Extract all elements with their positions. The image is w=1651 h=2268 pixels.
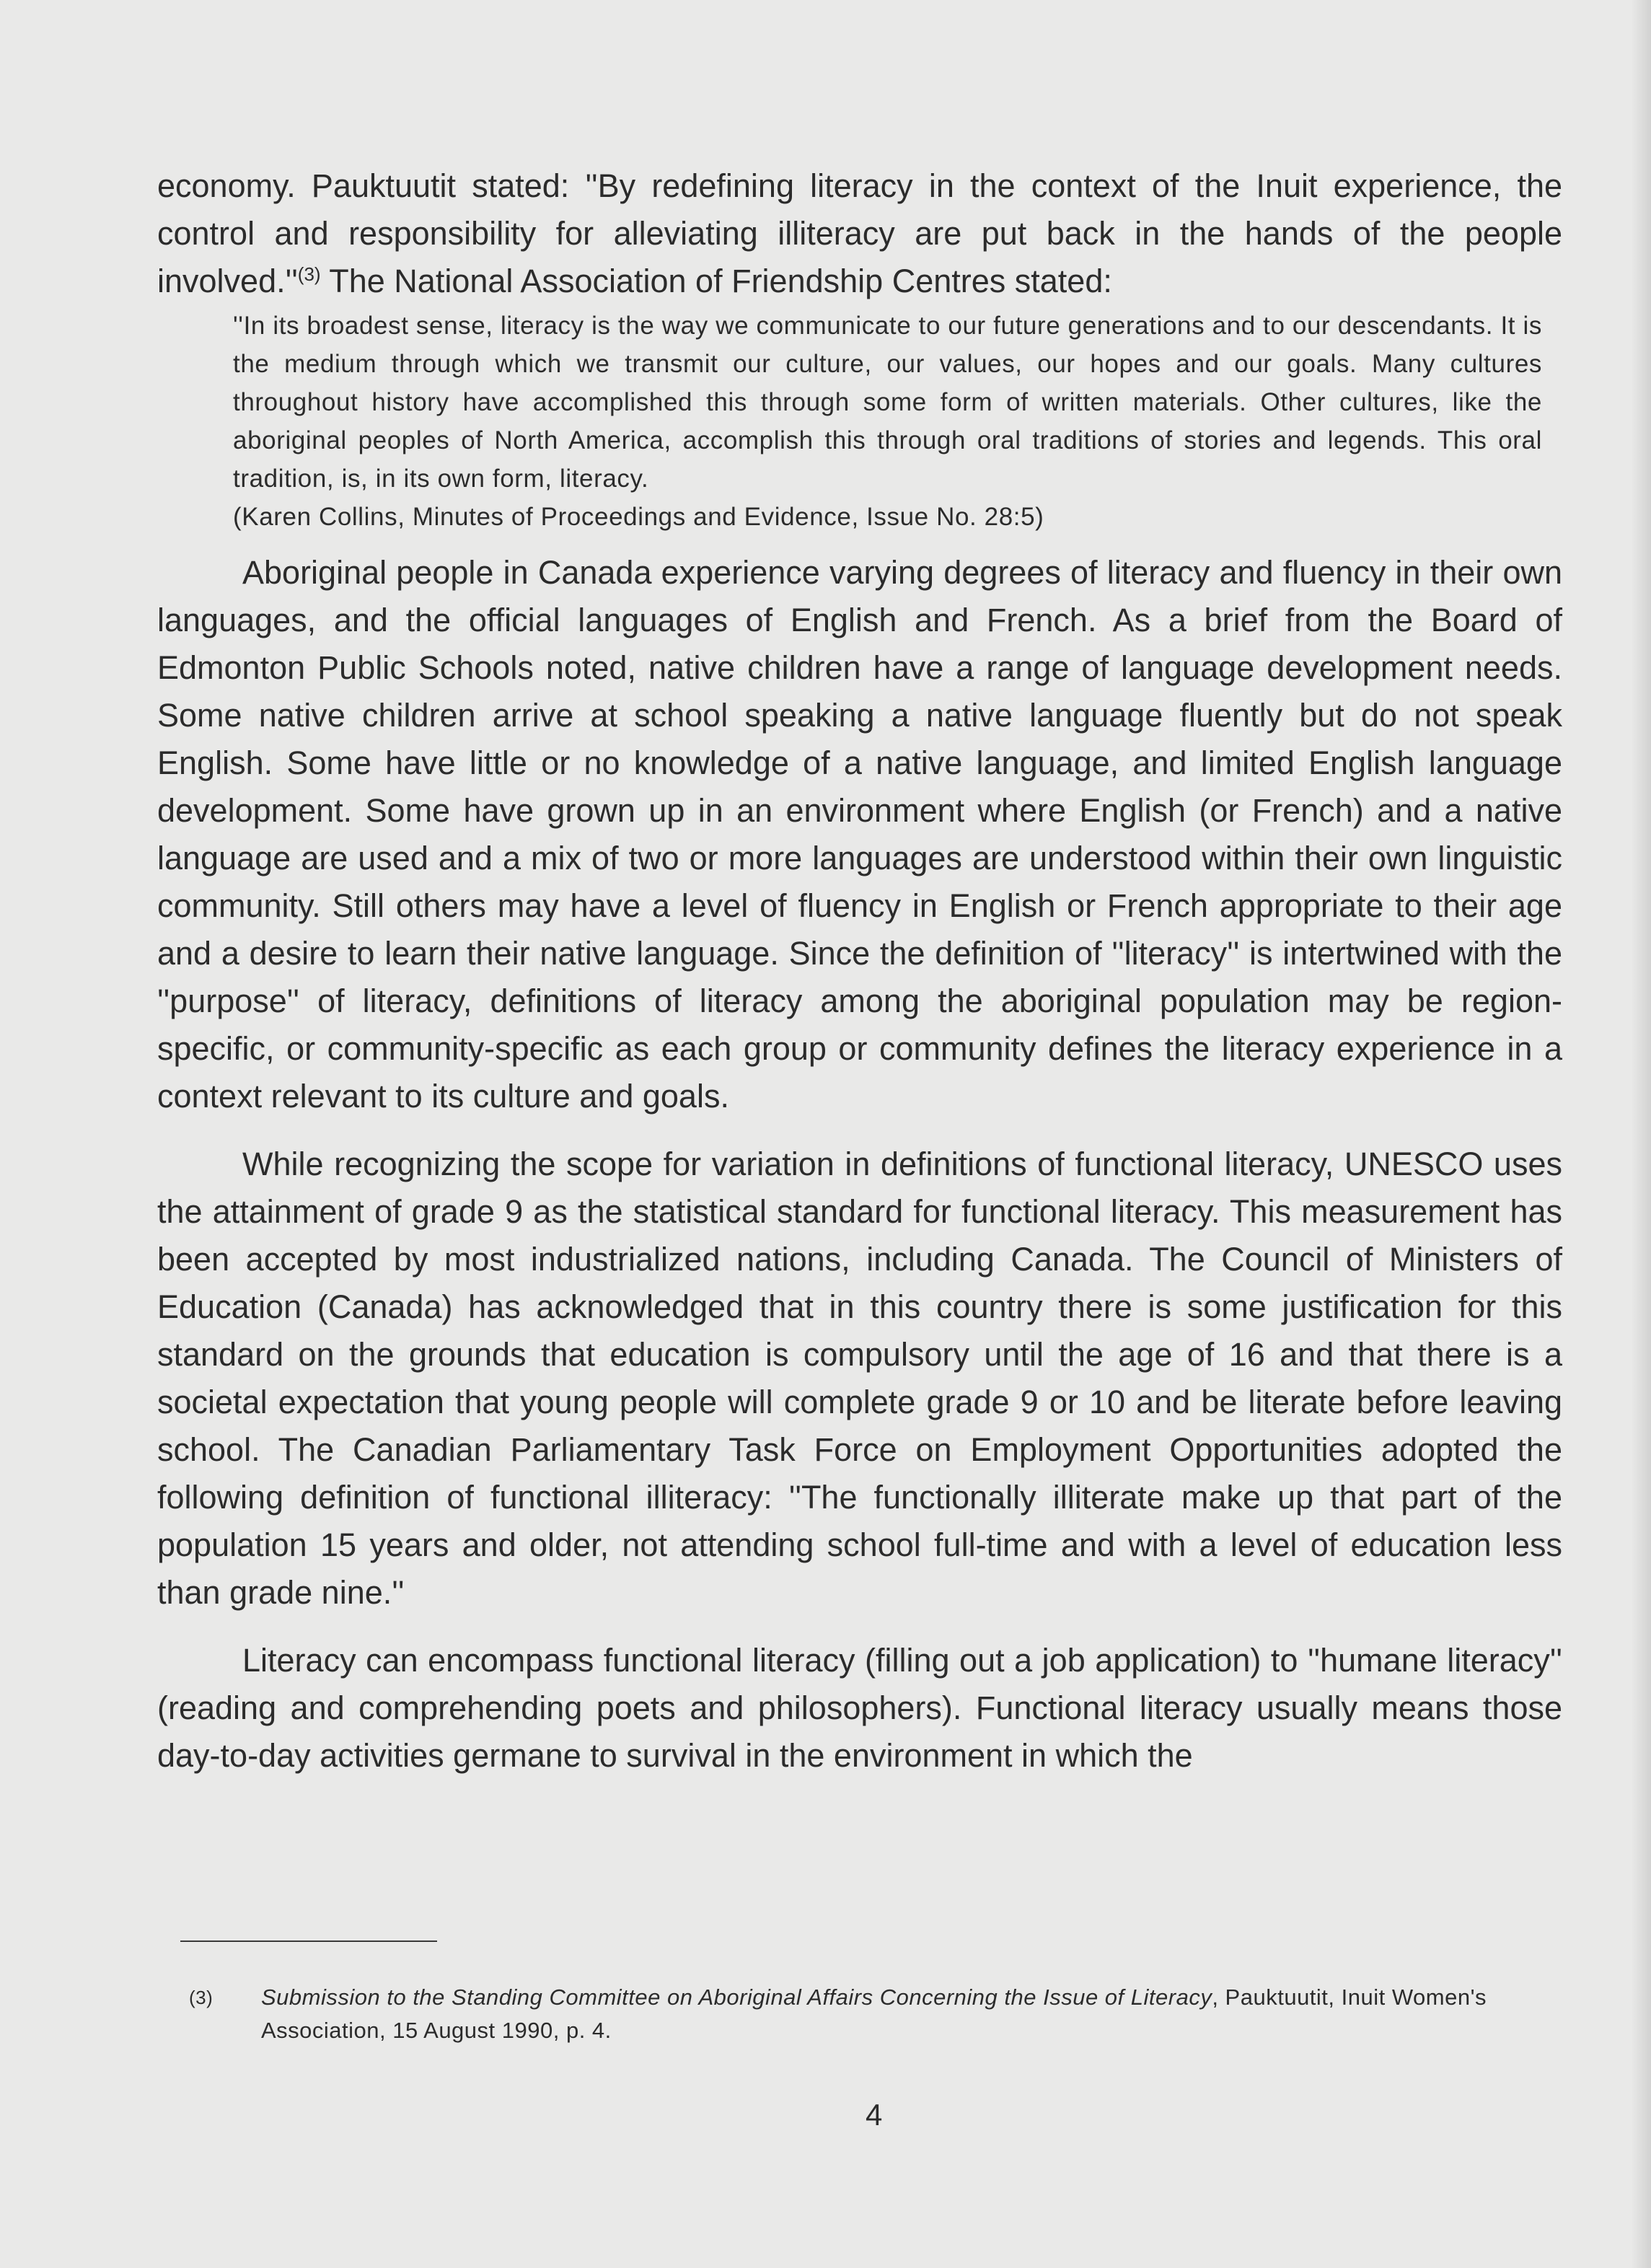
paragraph-1-text: economy. Pauktuutit stated: ''By redefining literacy in the context of the Inuit experience, the control and responsibility for alleviating illiteracy are put back in the hands of the people involved.'' (157, 167, 1562, 299)
footnote-divider (180, 1940, 437, 1942)
paragraph-2: Aboriginal people in Canada experience varying degrees of literacy and fluency in their own languages, and the official languages of English and French. As a brief from the Board of Edmonton Public Schools noted, native children have a range of language development needs. Some native children arrive at school speaking a native language fluently but do not speak English. Some have little or no knowledge of a native language, and limited English language development. Some have grown up in an environment where English (or French) and a native language are used and a mix of two or more languages are understood within their own linguistic community. Still others may have a level of fluency in English or French appropriate to their age and a desire to learn their native language. Since the definition of ''literacy'' is intertwined with the ''purpose'' of literacy, definitions of literacy among the aboriginal population may be region-specific, or community-specific as each group or community defines the literacy experience in a context relevant to its culture and goals. (157, 554, 1562, 1115)
paragraph-1 (157, 162, 1562, 305)
paragraph-3: While recognizing the scope for variation in definitions of functional literacy, UNESCO uses the attainment of grade 9 as the statistical standard for functional literacy. This measurement has been accepted by most industrialized nations, including Canada. The Council of Ministers of Education (Canada) has acknowledged that in this country there is some justification for this standard on the grounds that education is compulsory until the age of 16 and that there is a societal expectation that young people will complete grade 9 or 10 and be literate before leaving school. The Canadian Parliamentary Task Force on Employment Opportunities adopted the following definition of functional illiteracy: ''The functionally illiterate make up that part of the population 15 years and older, not attending school full-time and with a level of education less than grade nine.'' (157, 1146, 1562, 1611)
page-edge-shadow (1631, 0, 1651, 2268)
paragraph-1-end: The National Association of Friendship Centres stated: (320, 263, 1112, 299)
page-number: 4 (866, 2098, 883, 2132)
footnote-marker: (3) (189, 1987, 213, 2008)
quote-citation: (Karen Collins, Minutes of Proceedings and Evidence, Issue No. 28:5) (233, 503, 1044, 531)
footnote-details: , Pauktuutit, Inuit Women's Association, 15 August 1990, p. 4. (261, 1984, 1487, 2043)
footnote-reference: (3) (297, 263, 321, 285)
main-text (157, 162, 1562, 1780)
block-quote: ''In its broadest sense, literacy is the way we communicate to our future generations and to our descendants. It is the medium through which we transmit our culture, our values, our hopes and our goals. Many cultures throughout history have accomplished this through some form of written materials. Other cultures, like the aboriginal peoples of North America, accomplish this through oral traditions of stories and legends. This oral tradition, is, in its own form, literacy. (233, 312, 1542, 493)
paragraph-4: Literacy can encompass functional literacy (filling out a job application) to ''humane literacy'' (reading and comprehending poets and philosophers). Functional literacy usually means those day-to-day activities germane to survival in the environment in which the (157, 1642, 1562, 1774)
footnote-text (261, 1981, 1588, 2047)
footnote-title: Submission to the Standing Committee on Aboriginal Affairs Concerning the Issue of Literacy (261, 1984, 1212, 2010)
footnote (189, 1981, 1588, 2047)
